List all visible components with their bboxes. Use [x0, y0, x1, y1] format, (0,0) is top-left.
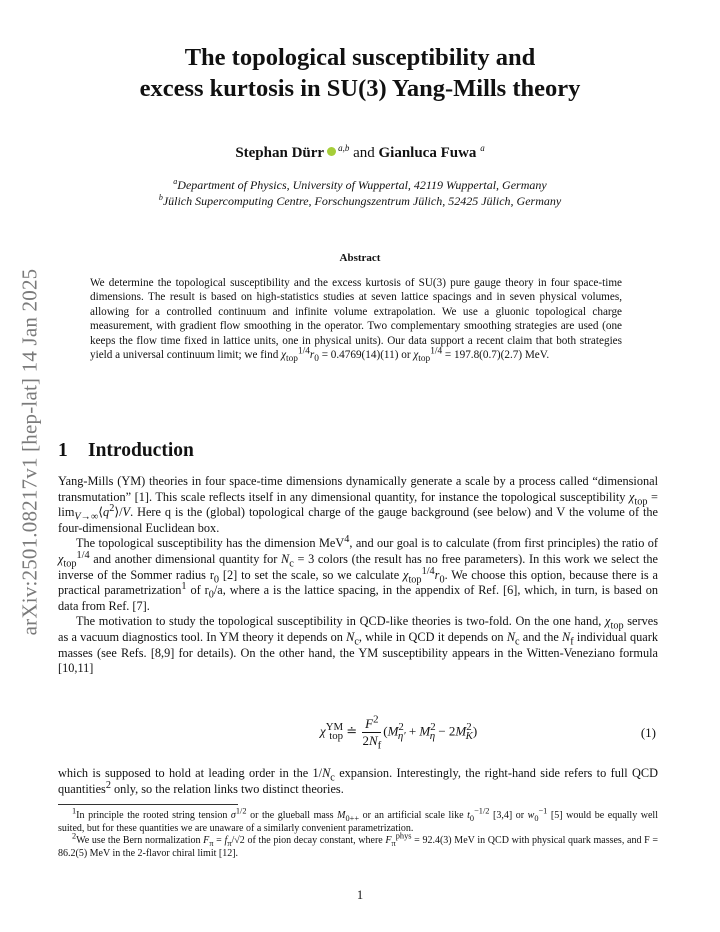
footnote: $^2$We use the Bern normalization $F_\pi = f_\pi/√2$ of the pion decay constant, where $F_\pi^{phys} = 92.4(3)$ MeV in QCD with physical quark masses, and F = 86.2(5) MeV in the 2-flavor chiral limit [12].	[58, 831, 658, 859]
paragraph: The motivation to study the topological susceptibility in QCD-like theories is two-fold. On the one hand, $\chi_{top}$ serves as a vacuum diagnostics tool. In YM theory it depends on $N_c$, while in QCD it depends on $N_c$ and the $N_f$ individual quark masses (see Refs. [8,9] for details). On the other hand, the YM susceptibility appears in the Witten-Veneziano formula [10,11]	[58, 614, 659, 676]
author-list: Stephan Dürr $^{a,b}$ and Gianluca Fuwa $^a$	[235, 143, 485, 161]
paragraph: Yang-Mills (YM) theories in four space-time dimensions dynamically generate a scale by a process called “dimensional transmutation” [1]. This scale reflects itself in any dimensional quantity, for instance the topological susceptibility $\chi_{top}$ = $\lim_{V\to\infty}⟨q^2⟩/V$. Here q is the (global) topological charge of the gauge background (see below) and V the volume of the four-dimensional Euclidean box.	[58, 474, 658, 535]
title-line-1: The topological susceptibility and	[184, 44, 536, 71]
affiliation: $^a$Department of Physics, University of Wuppertal, 42119 Wuppertal, Germany	[173, 177, 547, 192]
equation-body: $\chi^{YM}_{top}$ ≐ $\frac{F^2}{2N_f}$ $(M^2_{\eta'} + M^2_\eta - 2M^2_K)$	[320, 713, 478, 752]
footnote: $^1$In principle the rooted string tension $\sigma^{1/2}$ or the glueball mass $M_{0++}$ or an artificial scale like $t_0^{-1/2}$ [3,4] or $w_0^{-1}$ [5] would be equally well suited, but for these quantities we are unaware of a similarly convenient parametrization.	[58, 806, 658, 834]
footnotes	[58, 806, 658, 860]
body-text	[58, 474, 658, 677]
body-text-continued: which is supposed to hold at leading order in the $1/N_c$ expansion. Interestingly, the right-hand side refers to full QCD quantities$^2$ only, so the relation links two distinct theories.	[58, 766, 658, 796]
arxiv-stamp: arXiv:2501.08217v1 [hep-lat] 14 Jan 2025	[17, 268, 42, 636]
title-line-2: excess kurtosis in SU(3) Yang-Mills theory	[139, 75, 581, 102]
affiliation: $^b$Jülich Supercomputing Centre, Forschungszentrum Jülich, 52425 Jülich, Germany	[158, 193, 562, 208]
equation-number: (1)	[640, 725, 656, 740]
affiliations	[60, 177, 660, 209]
orcid-icon	[327, 147, 336, 156]
equation-witten-veneziano	[58, 714, 658, 754]
section-heading: 1 Introduction	[58, 440, 194, 461]
paper-title	[60, 42, 660, 104]
abstract-heading: Abstract	[339, 252, 381, 264]
author-name: Stephan Dürr	[235, 145, 325, 161]
author-name: Gianluca Fuwa	[378, 145, 477, 161]
page-number: 1	[356, 888, 364, 902]
paragraph: The topological susceptibility has the dimension MeV$^4$, and our goal is to calculate (from first principles) the ratio of $\chi_{top}^{1/4}$ and another dimensional quantity for $N_c = 3$ colors (the result has no free parameters). In this work we select the inverse of the Sommer radius $r_0$ [2] to set the scale, so we calculate $\chi_{top}^{1/4}r_0$. We choose this option, because there is a practical parametrization$^1$ of $r_0/a$, where a is the lattice spacing, in the appendix of Ref. [6], which, in turn, is based on data from Ref. [7].	[58, 534, 659, 613]
footnote-divider	[58, 804, 238, 805]
abstract-text: We determine the topological susceptibility and the excess kurtosis of SU(3) pure gauge theory in four space-time dimensions. The result is based on high-statistics studies at seven lattice spacings and in seven physical volumes, allowing for a controlled continuum and infinite volume extrapolation. We use a gluonic topological charge measurement, with gradient flow smoothing in the operator. Two complementary smoothing strategies are used (one keeps the flow time fixed in lattice units, one in physical units). Our data support a recent claim that both strategies yield a universal continuum limit; we find $\chi_{top}^{1/4}r_0 = 0.4769(14)(11)$ or $\chi_{top}^{1/4} = 197.8(0.7)(2.7)$ MeV.	[90, 277, 622, 365]
